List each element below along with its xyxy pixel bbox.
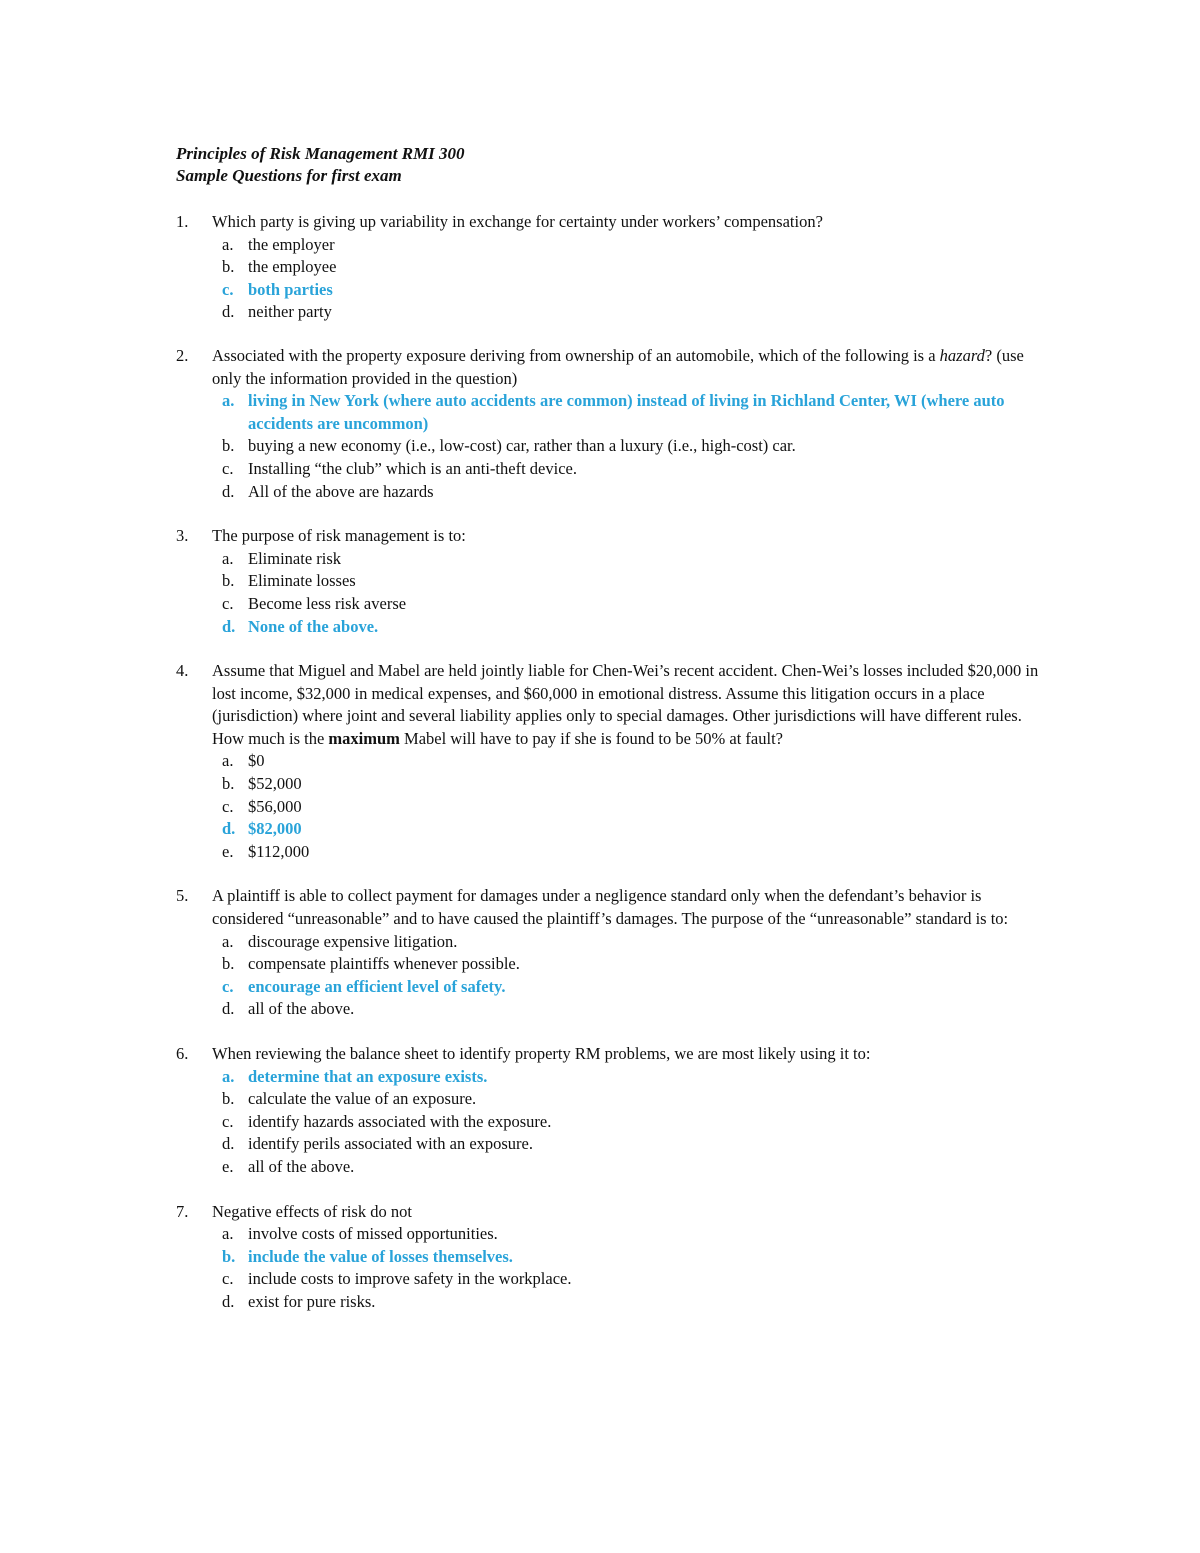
- option: [212, 773, 1046, 796]
- question-list: [176, 211, 1046, 1314]
- option-correct-answer: [212, 279, 1046, 302]
- option-letter: b.: [222, 257, 235, 277]
- option-letter: a.: [222, 548, 234, 568]
- option-letter: d.: [222, 1291, 235, 1311]
- option-correct-answer: [212, 616, 1046, 639]
- option-letter: a.: [222, 931, 234, 951]
- option: [212, 931, 1046, 954]
- document-content: [176, 143, 1046, 1314]
- option: [212, 481, 1046, 504]
- option-letter: c.: [222, 1269, 234, 1289]
- option: [212, 841, 1046, 864]
- option: [212, 796, 1046, 819]
- option-letter: c.: [222, 279, 234, 299]
- option-list: [212, 1223, 1046, 1313]
- question-number: 4.: [176, 661, 189, 681]
- option-text: all of the above.: [248, 999, 355, 1019]
- option-text: $56,000: [248, 796, 302, 816]
- option-text: identify hazards associated with the exposure.: [248, 1111, 552, 1131]
- option-text: all of the above.: [248, 1156, 355, 1176]
- option-text: identify perils associated with an exposure.: [248, 1134, 534, 1154]
- option-letter: b.: [222, 774, 235, 794]
- option-text: $52,000: [248, 774, 302, 794]
- option: [212, 953, 1046, 976]
- option: [212, 256, 1046, 279]
- option: [212, 301, 1046, 324]
- option-letter: b.: [222, 1246, 236, 1266]
- option-letter: b.: [222, 1089, 235, 1109]
- question-number: 6.: [176, 1044, 189, 1063]
- option: [212, 1088, 1046, 1111]
- option-correct-answer: [212, 390, 1046, 435]
- option: [212, 435, 1046, 458]
- question-text: The purpose of risk management is to:: [212, 526, 466, 546]
- option-text: involve costs of missed opportunities.: [248, 1224, 498, 1244]
- option-list: [212, 931, 1046, 1021]
- option-list: [212, 234, 1046, 324]
- option: [212, 1111, 1046, 1134]
- option-list: [212, 750, 1046, 863]
- option-text: determine that an exposure exists.: [248, 1066, 488, 1086]
- option-text: the employer: [248, 234, 335, 254]
- option-text: All of the above are hazards: [248, 481, 434, 501]
- option-text: include the value of losses themselves.: [248, 1246, 513, 1266]
- question-text: [212, 345, 1046, 390]
- option-text: both parties: [248, 279, 333, 299]
- option-text: $82,000: [248, 819, 302, 839]
- question-text-part: ? (use only the information provided in the question): [212, 345, 1024, 388]
- question-3: [176, 525, 1046, 638]
- question-4: [176, 660, 1046, 863]
- option: [212, 1223, 1046, 1246]
- option-text: the employee: [248, 257, 337, 277]
- option-letter: c.: [222, 1111, 234, 1131]
- option-letter: a.: [222, 234, 234, 254]
- question-6: [176, 1043, 1046, 1179]
- option-text: Eliminate risk: [248, 548, 342, 568]
- option-list: [212, 1066, 1046, 1179]
- question-2: [176, 345, 1046, 503]
- option: [212, 458, 1046, 481]
- option-correct-answer: [212, 1066, 1046, 1089]
- option-letter: d.: [222, 302, 235, 322]
- document-title: Principles of Risk Management RMI 300: [176, 144, 465, 163]
- option-text: include costs to improve safety in the workplace.: [248, 1269, 572, 1289]
- option-text: neither party: [248, 302, 332, 322]
- option-text: living in New York (where auto accidents are common) instead of living in Richland Center, WI (where auto accidents are uncommon): [248, 391, 1005, 433]
- question-text-part: Associated with the property exposure deriving from ownership of an automobile, which of the following is a: [212, 345, 940, 365]
- option: [212, 1291, 1046, 1314]
- option: [212, 1133, 1046, 1156]
- option-list: [212, 390, 1046, 503]
- option-letter: c.: [222, 458, 234, 478]
- question-1: [176, 211, 1046, 324]
- option-letter: d.: [222, 1134, 235, 1154]
- option-text: calculate the value of an exposure.: [248, 1089, 477, 1109]
- option-text: discourage expensive litigation.: [248, 931, 458, 951]
- question-text: When reviewing the balance sheet to identify property RM problems, we are most likely using it to:: [212, 1044, 871, 1063]
- option-letter: d.: [222, 481, 235, 501]
- question-5: [176, 885, 1046, 1021]
- question-text: Which party is giving up variability in exchange for certainty under workers’ compensation?: [212, 212, 823, 231]
- question-text: A plaintiff is able to collect payment for damages under a negligence standard only when the defendant’s behavior is considered “unreasonable” and to have caused the plaintiff’s damages. The purpose of the “unreasonable” standard is to:: [212, 886, 1009, 929]
- question-number: 3.: [176, 526, 189, 546]
- question-text: Negative effects of risk do not: [212, 1201, 412, 1221]
- option-letter: d.: [222, 819, 236, 839]
- question-number: 7.: [176, 1201, 189, 1221]
- option-letter: c.: [222, 593, 234, 613]
- option-text: $0: [248, 751, 265, 771]
- option: [212, 548, 1046, 571]
- document-subtitle: Sample Questions for first exam: [176, 166, 402, 185]
- option-text: Installing “the club” which is an anti-theft device.: [248, 458, 577, 478]
- option: [212, 570, 1046, 593]
- option-letter: a.: [222, 391, 235, 411]
- option-letter: a.: [222, 751, 234, 771]
- option-list: [212, 548, 1046, 638]
- option-letter: d.: [222, 616, 236, 636]
- option-text: Eliminate losses: [248, 571, 356, 591]
- option-correct-answer: [212, 976, 1046, 999]
- option: [212, 750, 1046, 773]
- option-letter: b.: [222, 436, 235, 456]
- question-number: 1.: [176, 212, 189, 231]
- option-letter: b.: [222, 954, 235, 974]
- option-letter: e.: [222, 1156, 234, 1176]
- question-number: 5.: [176, 886, 189, 906]
- option: [212, 1268, 1046, 1291]
- question-number: 2.: [176, 345, 189, 365]
- option-letter: c.: [222, 976, 234, 996]
- option: [212, 998, 1046, 1021]
- option-text: compensate plaintiffs whenever possible.: [248, 954, 520, 974]
- option-correct-answer: [212, 818, 1046, 841]
- question-text: [212, 660, 1046, 750]
- option-letter: d.: [222, 999, 235, 1019]
- option-text: Become less risk averse: [248, 593, 407, 613]
- question-text-emphasis: maximum: [328, 728, 400, 748]
- option-text: None of the above.: [248, 616, 379, 636]
- question-text-emphasis: hazard: [939, 345, 985, 365]
- question-text-part: Assume that Miguel and Mabel are held jointly liable for Chen-Wei’s recent accident. Chen-Wei’s losses included $20,000 in lost income, $32,000 in medical expenses, and $60,000 in emotional distress. Assume this litigation occurs in a place (jurisdiction) where joint and several liability applies only to special damages. Other jurisdictions will have different rules. How much is the: [212, 661, 1039, 748]
- question-7: [176, 1201, 1046, 1314]
- option: [212, 593, 1046, 616]
- option-text: exist for pure risks.: [248, 1291, 376, 1311]
- option-letter: a.: [222, 1224, 234, 1244]
- option-text: encourage an efficient level of safety.: [248, 976, 506, 996]
- question-text-part: Mabel will have to pay if she is found to be 50% at fault?: [399, 728, 783, 748]
- option-letter: b.: [222, 571, 235, 591]
- option-text: buying a new economy (i.e., low-cost) car, rather than a luxury (i.e., high-cost) car.: [248, 436, 796, 456]
- option: [212, 234, 1046, 257]
- option-letter: c.: [222, 796, 234, 816]
- option-text: $112,000: [248, 841, 310, 861]
- option-correct-answer: [212, 1246, 1046, 1269]
- option-letter: a.: [222, 1066, 235, 1086]
- option-letter: e.: [222, 841, 234, 861]
- option: [212, 1156, 1046, 1179]
